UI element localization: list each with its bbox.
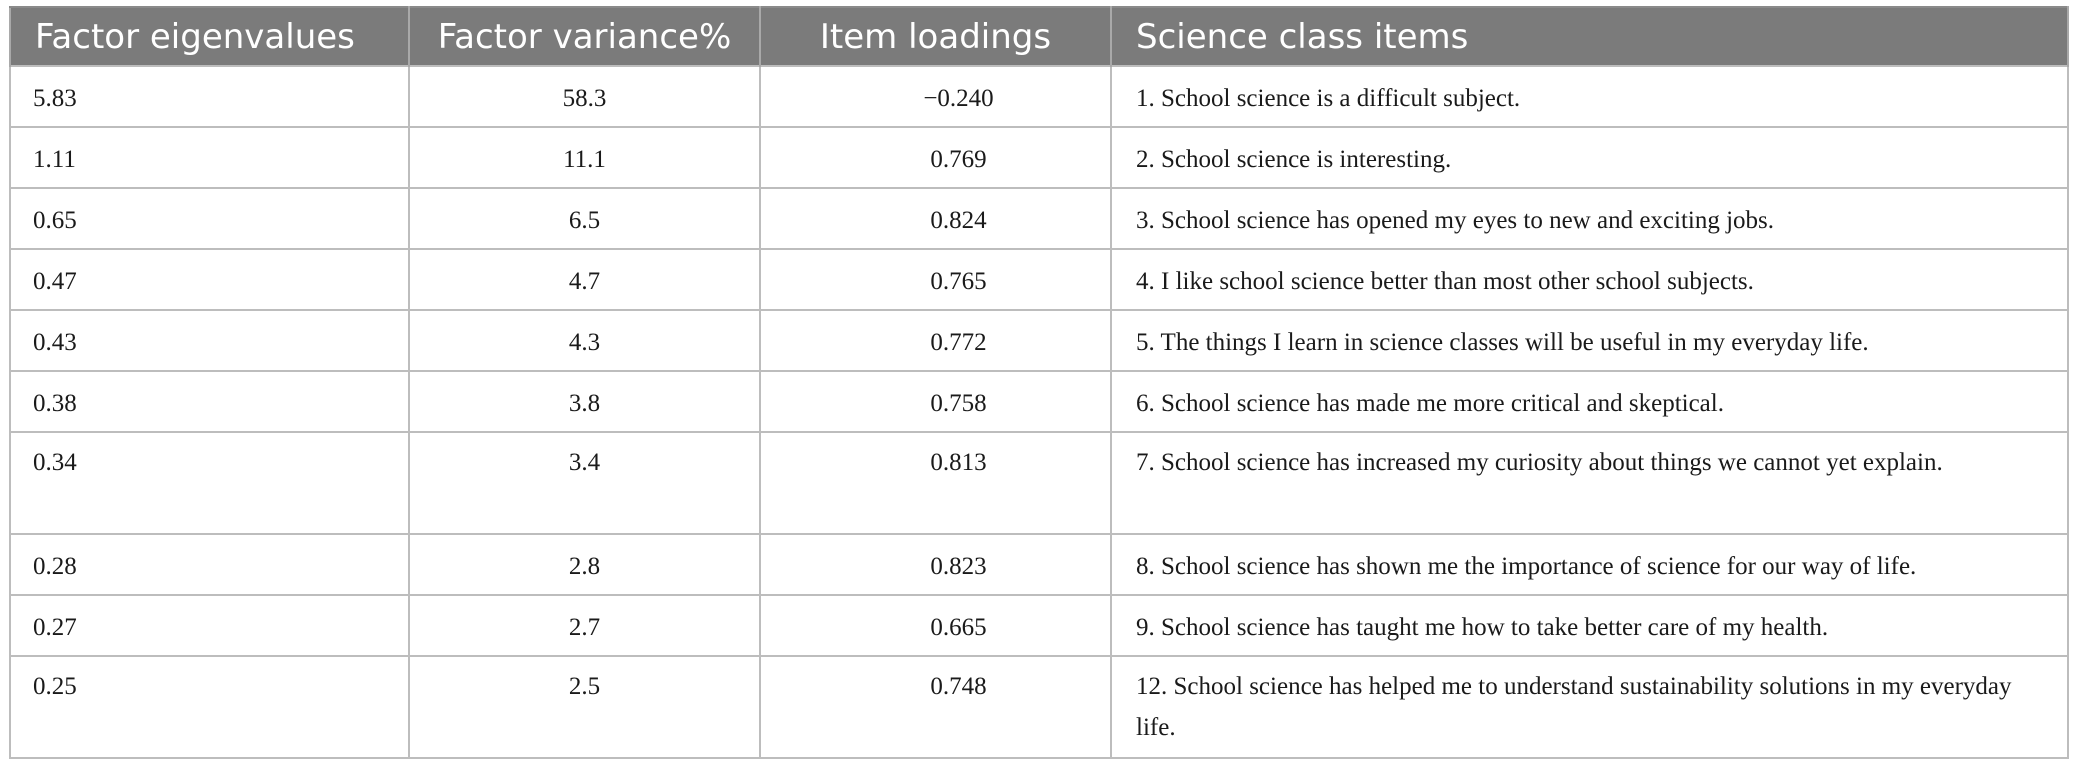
eigenvalue-cell: 0.27 xyxy=(10,595,409,656)
item-cell: 1. School science is a difficult subject. xyxy=(1111,66,2068,127)
variance-cell: 3.4 xyxy=(409,432,760,534)
variance-cell: 11.1 xyxy=(409,127,760,188)
variance-cell: 2.8 xyxy=(409,534,760,595)
table-header-row xyxy=(10,7,2068,66)
table-row xyxy=(10,595,2068,656)
item-cell: 9. School science has taught me how to take better care of my health. xyxy=(1111,595,2068,656)
table-row xyxy=(10,127,2068,188)
eigenvalue-cell: 5.83 xyxy=(10,66,409,127)
table-row xyxy=(10,66,2068,127)
eigenvalue-cell: 0.28 xyxy=(10,534,409,595)
item-cell: 8. School science has shown me the importance of science for our way of life. xyxy=(1111,534,2068,595)
eigenvalue-cell: 0.65 xyxy=(10,188,409,249)
item-cell: 12. School science has helped me to understand sustainability solutions in my everyday life. xyxy=(1111,656,2068,758)
loading-cell: −0.240 xyxy=(760,66,1111,127)
loading-cell: 0.772 xyxy=(760,310,1111,371)
loading-cell: 0.824 xyxy=(760,188,1111,249)
loading-cell: 0.823 xyxy=(760,534,1111,595)
item-cell: 6. School science has made me more critical and skeptical. xyxy=(1111,371,2068,432)
eigenvalue-cell: 0.25 xyxy=(10,656,409,758)
item-cell: 4. I like school science better than most other school subjects. xyxy=(1111,249,2068,310)
eigenvalue-cell: 0.38 xyxy=(10,371,409,432)
header-item-loadings: Item loadings xyxy=(760,7,1111,66)
factor-analysis-table xyxy=(9,6,2069,759)
loading-cell: 0.769 xyxy=(760,127,1111,188)
header-science-class-items: Science class items xyxy=(1111,7,2068,66)
item-cell: 3. School science has opened my eyes to new and exciting jobs. xyxy=(1111,188,2068,249)
loading-cell: 0.748 xyxy=(760,656,1111,758)
table-row xyxy=(10,188,2068,249)
variance-cell: 3.8 xyxy=(409,371,760,432)
variance-cell: 2.5 xyxy=(409,656,760,758)
loading-cell: 0.765 xyxy=(760,249,1111,310)
header-factor-variance: Factor variance% xyxy=(409,7,760,66)
table-row xyxy=(10,534,2068,595)
item-cell: 7. School science has increased my curiosity about things we cannot yet explain. xyxy=(1111,432,2068,534)
eigenvalue-cell: 0.47 xyxy=(10,249,409,310)
loading-cell: 0.758 xyxy=(760,371,1111,432)
table-row xyxy=(10,371,2068,432)
item-cell: 2. School science is interesting. xyxy=(1111,127,2068,188)
table-row xyxy=(10,432,2068,534)
table-row xyxy=(10,656,2068,758)
variance-cell: 58.3 xyxy=(409,66,760,127)
eigenvalue-cell: 0.34 xyxy=(10,432,409,534)
table-row xyxy=(10,249,2068,310)
loading-cell: 0.665 xyxy=(760,595,1111,656)
variance-cell: 4.7 xyxy=(409,249,760,310)
variance-cell: 6.5 xyxy=(409,188,760,249)
variance-cell: 4.3 xyxy=(409,310,760,371)
eigenvalue-cell: 0.43 xyxy=(10,310,409,371)
table-row xyxy=(10,310,2068,371)
factor-table-container xyxy=(9,6,2067,748)
variance-cell: 2.7 xyxy=(409,595,760,656)
loading-cell: 0.813 xyxy=(760,432,1111,534)
header-factor-eigenvalues: Factor eigenvalues xyxy=(10,7,409,66)
eigenvalue-cell: 1.11 xyxy=(10,127,409,188)
item-cell: 5. The things I learn in science classes will be useful in my everyday life. xyxy=(1111,310,2068,371)
